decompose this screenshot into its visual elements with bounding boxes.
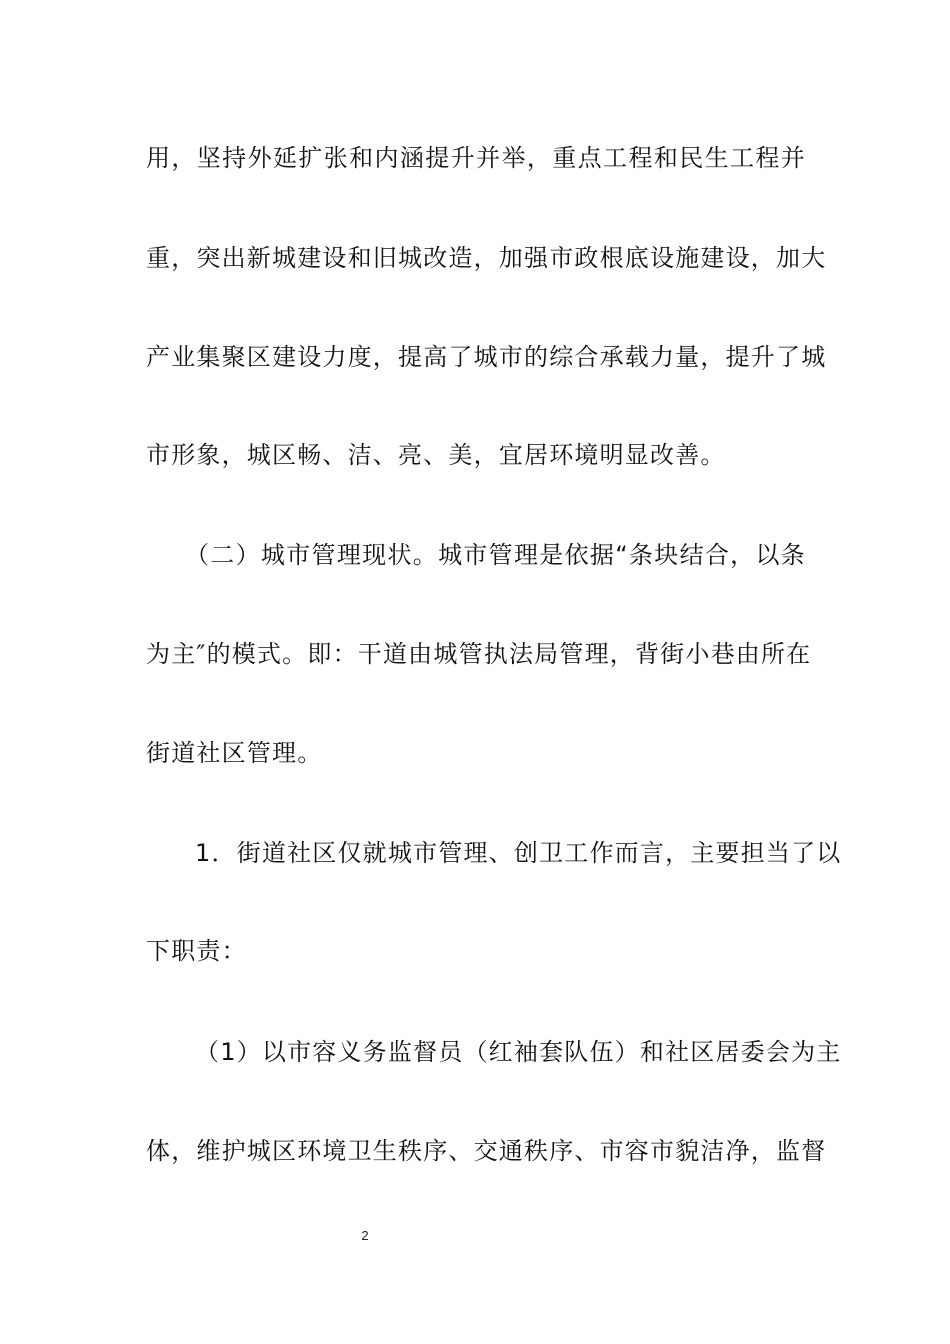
text-line: 体，维护城区环境卫生秩序、交通秩序、市容市貌洁净，监督	[146, 1137, 827, 1165]
list-item-line: 1．街道社区仅就城市管理、创卫工作而言，主要担当了以	[195, 839, 842, 867]
text-line: 产业集聚区建设力度，提高了城市的综合承载力量，提升了城	[146, 343, 827, 371]
list-item-line: （1）以市容义务监督员（红袖套队伍）和社区居委会为主	[195, 1038, 842, 1066]
text-line: 为主″的模式。即：干道由城管执法局管理，背街小巷由所在	[146, 640, 812, 668]
section-heading-line: （二）城市管理现状。城市管理是依据“条块结合，以条	[185, 541, 806, 569]
text-line: 市形象，城区畅、洁、亮、美，宜居环境明显改善。	[146, 441, 726, 469]
text-line: 下职责：	[146, 937, 247, 965]
text-line: 重，突出新城建设和旧城改造，加强市政根底设施建设，加大	[146, 244, 827, 272]
text-line: 用，坚持外延扩张和内涵提升并举，重点工程和民生工程并	[146, 144, 806, 172]
text-line: 街道社区管理。	[146, 739, 323, 767]
page-number: 2	[361, 1228, 369, 1243]
